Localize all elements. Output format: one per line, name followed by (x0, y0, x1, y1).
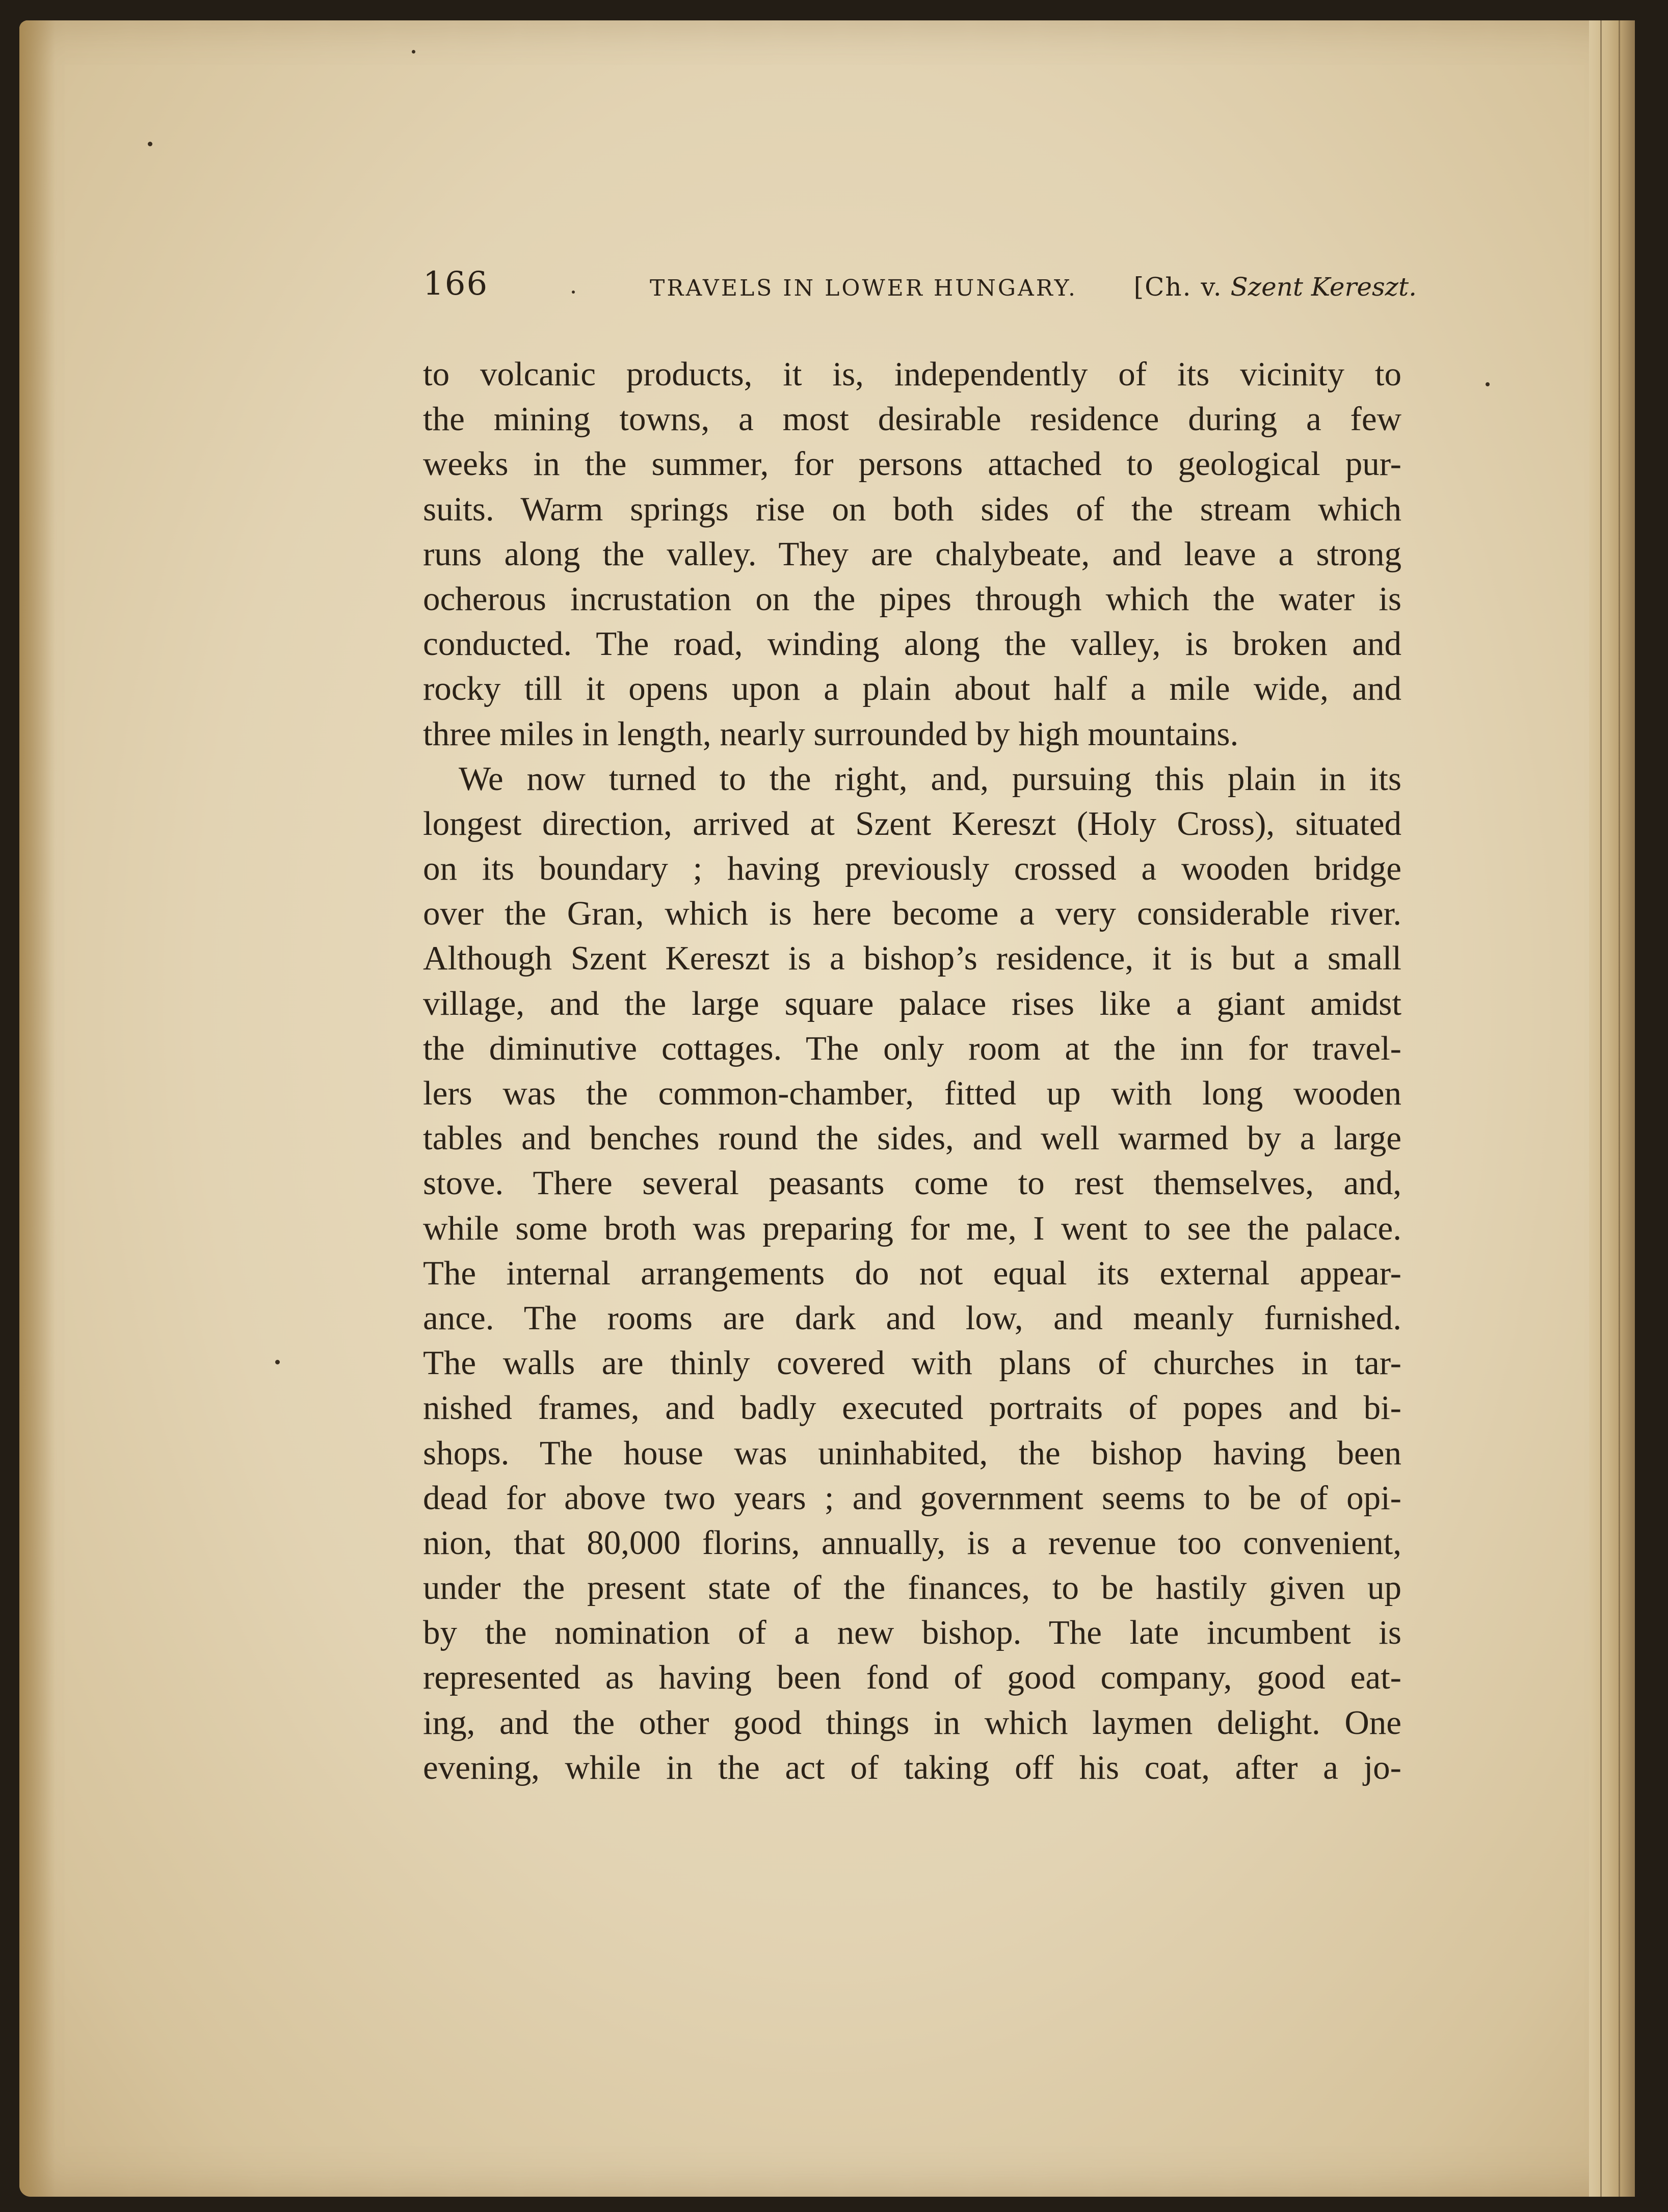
text-line: nion, that 80,000 florins, annually, is a revenue too convenient, (423, 1523, 1401, 1562)
text-line: conducted. The road, winding along the valley, is broken and (423, 625, 1401, 663)
text-line: nished frames, and badly executed portraits of popes and bi- (423, 1389, 1401, 1427)
text-line: by the nomination of a new bishop. The late incumbent is (423, 1614, 1401, 1652)
text-line: evening, while in the act of taking off his coat, after a jo- (423, 1748, 1401, 1786)
text-line: lers was the common-chamber, fitted up with long wooden (423, 1074, 1401, 1112)
text-line: ance. The rooms are dark and low, and meanly furnished. (423, 1299, 1401, 1337)
text-line: stove. There several peasants come to rest themselves, and, (423, 1164, 1401, 1202)
page-edge-stain (19, 20, 55, 2197)
text-line: while some broth was preparing for me, I went to see the palace. (423, 1209, 1401, 1247)
text-line: weeks in the summer, for persons attached to geological pur- (423, 445, 1401, 483)
gutter-line (1619, 20, 1620, 2197)
text-line: represented as having been fond of good company, good eat- (423, 1658, 1401, 1697)
text-line: Although Szent Kereszt is a bishop’s residence, it is but a small (423, 939, 1401, 978)
page-speck (1486, 382, 1490, 386)
text-line: longest direction, arrived at Szent Kereszt (Holy Cross), situated (423, 804, 1401, 842)
text-line: The internal arrangements do not equal its external appear- (423, 1254, 1401, 1292)
page-speck (275, 1360, 280, 1364)
text-line: dead for above two years ; and government seems to be of opi- (423, 1479, 1401, 1517)
text-line: the diminutive cottages. The only room at the inn for travel- (423, 1029, 1401, 1067)
page-header (423, 265, 1417, 316)
text-line: ing, and the other good things in which laymen delight. One (423, 1703, 1401, 1742)
text-line: shops. The house was uninhabited, the bishop having been (423, 1434, 1401, 1472)
text-line: runs along the valley. They are chalybeate, and leave a strong (423, 535, 1401, 573)
text-line: village, and the large square palace rises like a giant amidst (423, 984, 1401, 1022)
text-line: over the Gran, which is here become a very considerable river. (423, 894, 1401, 933)
text-line: on its boundary ; having previously crossed a wooden bridge (423, 850, 1401, 888)
page-speck (148, 142, 152, 146)
text-line: ocherous incrustation on the pipes through which the water is (423, 580, 1401, 618)
text-line: We now turned to the right, and, pursuing this plain in its (459, 759, 1401, 798)
chapter-prefix: [Ch. v. (1133, 272, 1223, 302)
text-line: tables and benches round the sides, and well warmed by a large (423, 1119, 1401, 1157)
body-text (423, 352, 1401, 1790)
text-line: the mining towns, a most desirable residence during a few (423, 400, 1401, 438)
text-line: suits. Warm springs rise on both sides of the stream which (423, 490, 1401, 528)
text-line: to volcanic products, it is, independently of its vicinity to (423, 355, 1401, 393)
page-number: 166 (423, 265, 489, 303)
gutter-line (1600, 20, 1602, 2197)
text-line: under the present state of the finances, to be hastily given up (423, 1569, 1401, 1607)
text-line: The walls are thinly covered with plans of churches in tar- (423, 1344, 1401, 1382)
chapter-reference (1134, 272, 1417, 302)
text-line: rocky till it opens upon a plain about half a mile wide, and (423, 670, 1401, 708)
running-head: TRAVELS IN LOWER HUNGARY. (650, 275, 1077, 301)
book-spine-gutter (1589, 20, 1635, 2197)
text-line: three miles in length, nearly surrounded by high mountains. (423, 715, 1239, 753)
page-speck (412, 50, 415, 54)
chapter-place: Szent Kereszt. (1230, 272, 1417, 302)
